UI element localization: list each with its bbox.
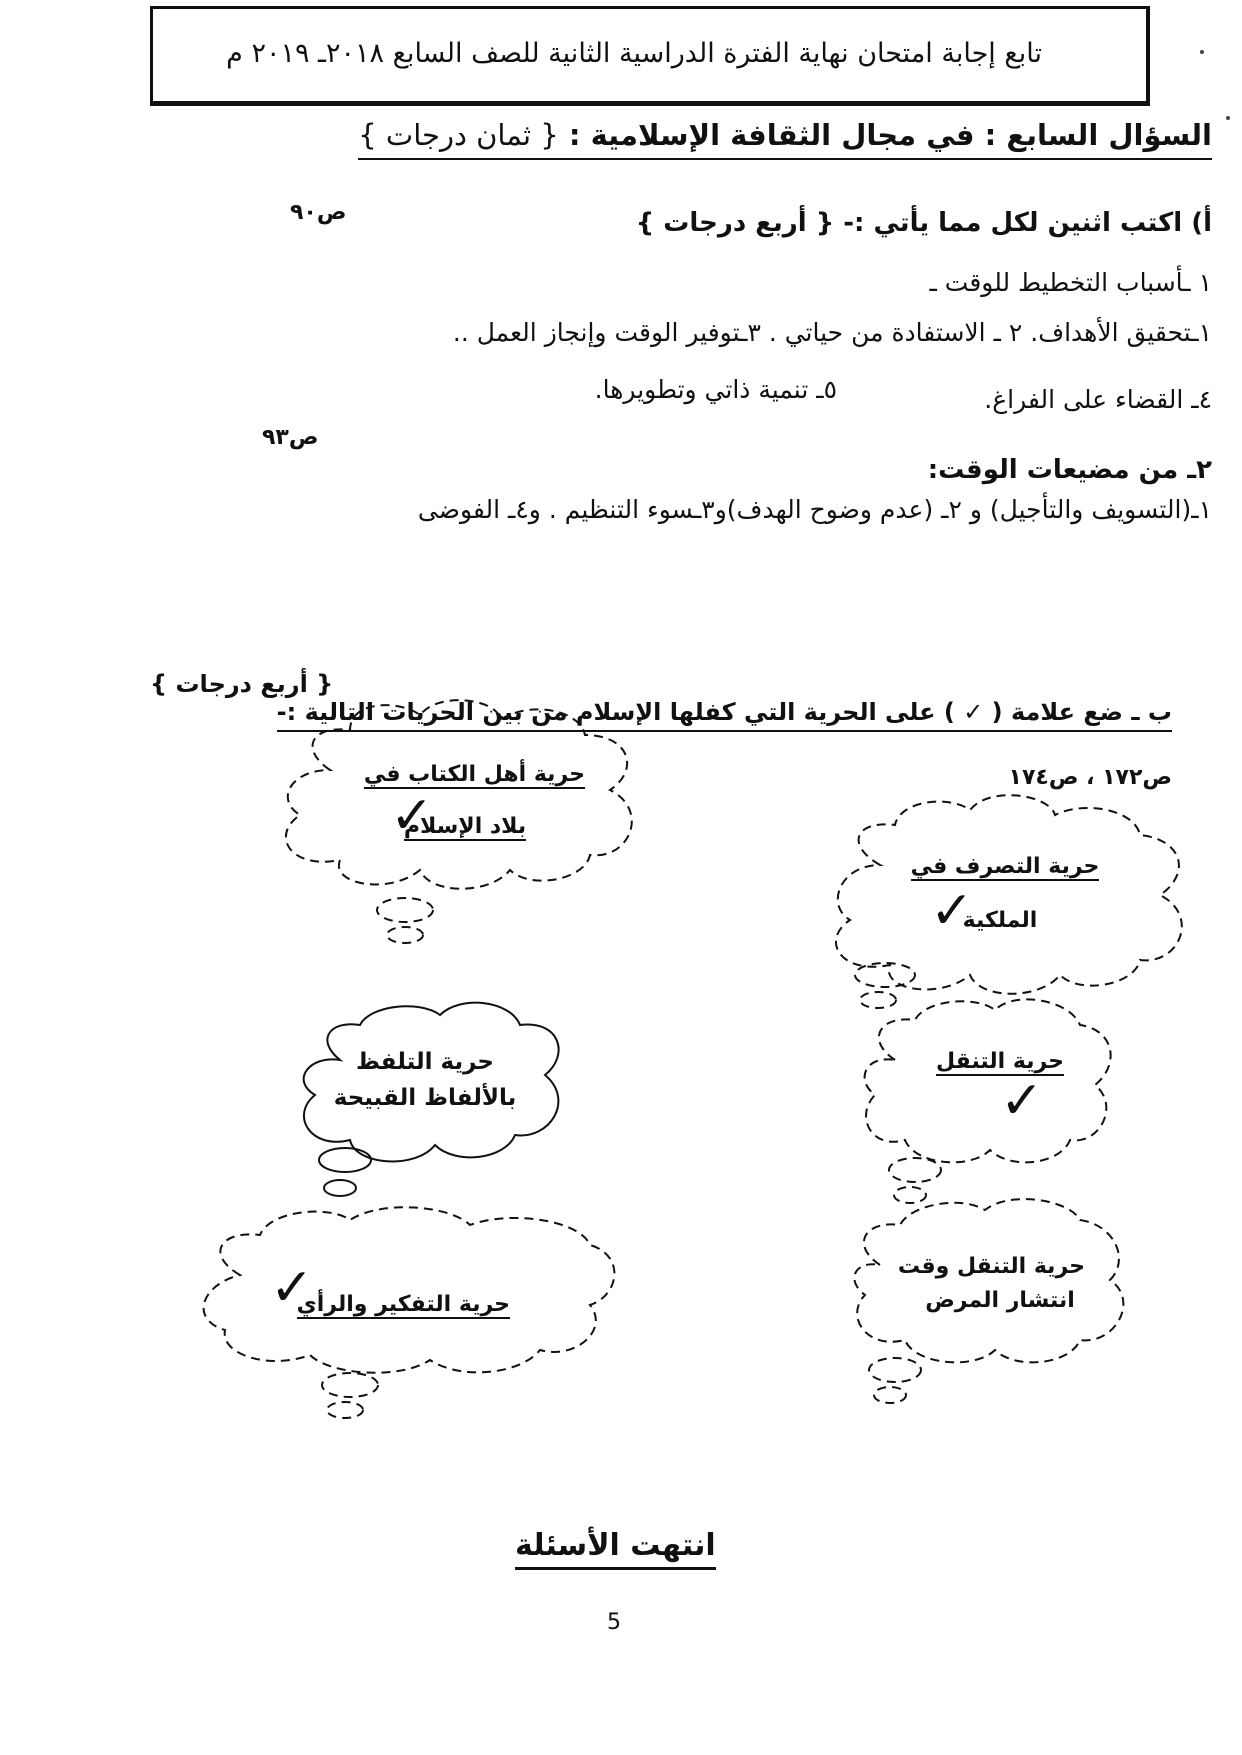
checkmark-icon: ✓ bbox=[390, 786, 434, 846]
cloud-outline bbox=[865, 999, 1111, 1162]
part-a-item1-answers-line2b: ٥ـ تنمية ذاتي وتطويرها. bbox=[594, 375, 837, 404]
page-number: 5 bbox=[607, 1610, 621, 1635]
part-b-grade: { أربع درجات } bbox=[150, 670, 334, 698]
cloud-5-text bbox=[296, 1288, 510, 1322]
part-a-item1-answers-line2a: ٤ـ القضاء على الفراغ. bbox=[984, 385, 1212, 414]
cloud-6-text bbox=[897, 1250, 1085, 1318]
part-a-instruction: أ) اكتب اثنين لكل مما يأتي :- { أربع درجات } bbox=[635, 208, 1212, 238]
cloud-1-line1: حرية أهل الكتاب في bbox=[363, 762, 585, 787]
end-title: انتهت الأسئلة bbox=[515, 1528, 716, 1570]
checkmark-icon: ✓ bbox=[930, 881, 974, 941]
cloud-bubble bbox=[874, 1387, 906, 1403]
part-b-instruction: ب ـ ضع علامة ( ✓ ) على الحرية التي كفلها الإسلام من بين الحريات التالية :- bbox=[277, 698, 1172, 732]
cloud-6-line2: انتشار المرض bbox=[925, 1288, 1075, 1314]
cloud-bubble bbox=[327, 1402, 363, 1418]
cloud-6-line1: حرية التنقل وقت bbox=[897, 1254, 1085, 1279]
cloud-bubble bbox=[322, 1373, 378, 1397]
part-a-item2-title: ٢ـ من مضيعات الوقت: bbox=[927, 455, 1212, 485]
cloud-bubble bbox=[869, 1358, 921, 1382]
cloud-2-line2: الملكية bbox=[962, 908, 1038, 934]
part-a-item2-answers: ١ـ(التسويف والتأجيل) و ٢ـ (عدم وضوح الهدف)و٣ـسوء التنظيم . و٤ـ الفوضى bbox=[417, 495, 1212, 524]
cloud-3-text bbox=[330, 1045, 520, 1116]
cloud-bubble bbox=[860, 992, 896, 1008]
checkmark-icon: ✓ bbox=[270, 1258, 314, 1318]
checkmark-icon: ✓ bbox=[1000, 1071, 1044, 1131]
part-a-item1-answers-line1: ١ـتحقيق الأهداف. ٢ ـ الاستفادة من حياتي . ٣ـتوفير الوقت وإنجاز العمل .. bbox=[452, 318, 1212, 347]
cloud-bubble bbox=[324, 1180, 356, 1196]
cloud-5-line1: حرية التفكير والرأي bbox=[296, 1292, 510, 1317]
part-a-page-ref: ص٩٠ bbox=[290, 200, 347, 225]
cloud-2-line1: حرية التصرف في bbox=[910, 854, 1100, 879]
header-title: تابع إجابة امتحان نهاية الفترة الدراسية الثانية للصف السابع ٢٠١٨ـ ٢٠١٩ م bbox=[226, 38, 1042, 69]
question-title-text: السؤال السابع : في مجال الثقافة الإسلامية : bbox=[568, 118, 1212, 152]
cloud-bubble bbox=[894, 1187, 926, 1203]
cloud-bubble bbox=[889, 1158, 941, 1182]
part-b-page-ref: ص١٧٢ ، ص١٧٤ bbox=[1008, 765, 1172, 790]
cloud-4-line1: حرية التنقل bbox=[935, 1049, 1065, 1074]
cloud-bubble bbox=[319, 1148, 371, 1172]
part-a-page-ref2: ص٩٣ bbox=[262, 425, 319, 450]
cloud-3-line1: حرية التلفظ bbox=[356, 1049, 494, 1075]
cloud-bubble bbox=[387, 927, 423, 943]
question-grade: { ثمان درجات } bbox=[358, 118, 559, 152]
cloud-3-line2: بالألفاظ القبيحة bbox=[333, 1084, 517, 1111]
part-a-item1-title: ١ ـأسباب التخطيط للوقت ـ bbox=[929, 268, 1212, 297]
cloud-1-line2: بلاد الإسلام bbox=[403, 814, 527, 840]
cloud-bubble bbox=[377, 898, 433, 922]
